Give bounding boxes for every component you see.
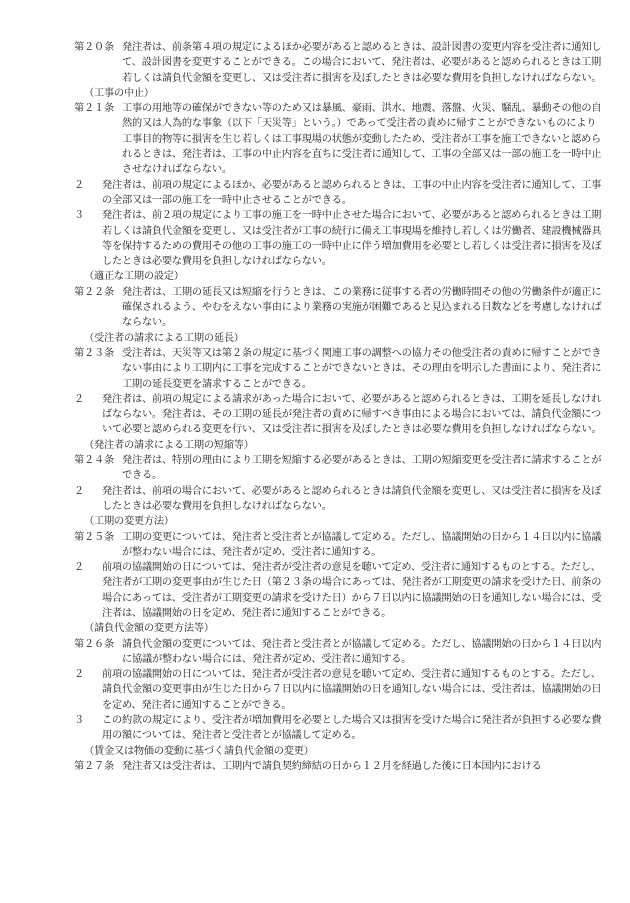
- paragraph-number: ３: [74, 210, 84, 222]
- article-23: [74, 346, 606, 392]
- article-label: 第２１条: [74, 103, 114, 115]
- paragraph-number: ２: [74, 179, 84, 191]
- paragraph-text: 前項の協議開始の日については、発注者が受注者の意見を聴いて定め、受注者に通知するものとする。ただし、請負代金額の変更事由が生じた日から７日以内に協議開始の日を通知しない場合には、受注者は、協議開始の日を定め、発注者に通知することができる。: [102, 669, 602, 711]
- article-text: 工期の変更については、発注者と受注者とが協議して定める。ただし、協議開始の日から１４日以内に協議が整わない場合には、発注者が定め、受注者に通知する。: [122, 531, 602, 558]
- paragraph-text: 前項の協議開始の日については、発注者が受注者の意見を聴いて定め、受注者に通知するものとする。ただし、発注者が工期の変更事由が生じた日（第２３条の場合にあっては、発注者が工期変更の請求を受けた日、前条の場合にあっては、受注者が工期変更の請求を受けた日）から７日以内に協議開始の日を通知しない場合には、受注者は、協議開始の日を定め、発注者に通知することができる。: [102, 562, 602, 619]
- section-heading: （適正な工期の設定）: [84, 271, 184, 283]
- paragraph-text: 発注者は、前項の規定による請求があった場合において、必要があると認められるときは、工期を延長しなければならない。発注者は、その工期の延長が発注者の責めに帰すべき事由による場合においては、請負代金額について必要と認められる変更を行い、又は受注者に損害を及ぼしたときは必要な費用を負担しなければならない。: [102, 393, 602, 436]
- section-heading: （請負代金額の変更方法等）: [84, 623, 214, 635]
- paragraph: [74, 392, 606, 438]
- section-heading: （発注者の請求による工期の短縮等）: [84, 439, 254, 451]
- paragraph: [74, 713, 606, 744]
- paragraph-number: ２: [74, 393, 84, 405]
- paragraph: [74, 484, 606, 515]
- paragraph: [74, 560, 606, 621]
- article-label: 第２５条: [74, 531, 114, 543]
- article-text: 発注者は、特別の理由により工期を短縮する必要があるときは、工期の短縮変更を受注者に請求することができる。: [122, 455, 602, 482]
- paragraph-number: ３: [74, 715, 84, 727]
- section-heading: （賃金又は物価の変動に基づく請負代金額の変更）: [84, 745, 314, 757]
- article-20: [74, 40, 606, 86]
- paragraph-text: 発注者は、前項の規定によるほか、必要があると認められるときは、工事の中止内容を受注者に通知して、工事の全部又は一部の施工を一時中止させることができる。: [102, 179, 602, 206]
- paragraph-text: この約款の規定により、受注者が増加費用を必要とした場合又は損害を受けた場合に発注者が負担する必要な費用の額については、発注者と受注者とが協議して定める。: [102, 715, 602, 742]
- paragraph-number: ２: [74, 562, 84, 574]
- article-text: 請負代金額の変更については、発注者と受注者とが協議して定める。ただし、協議開始の日から１４日以内に協議が整わない場合には、発注者が定め、受注者に通知する。: [122, 638, 602, 665]
- article-25: [74, 530, 606, 561]
- article-26: [74, 637, 606, 668]
- article-label: 第２２条: [74, 286, 114, 298]
- article-21: [74, 101, 606, 177]
- article-label: 第２３条: [74, 347, 114, 359]
- paragraph-text: 発注者は、前２項の規定により工事の施工を一時中止させた場合において、必要があると認められるときは工期若しくは請負代金額を変更し、又は受注者が工事の続行に備え工事現場を維持し若しくは労働者、建設機械器具等を保持するための費用その他の工事の施工の一時中止に伴う増加費用を必要とし若しくは受注者に損害を及ぼしたときは必要な費用を負担しなければならない。: [102, 210, 602, 268]
- article-label: 第２４条: [74, 455, 114, 467]
- paragraph: [74, 667, 606, 713]
- paragraph: [74, 208, 606, 269]
- article-label: 第２６条: [74, 638, 114, 650]
- article-24: [74, 453, 606, 484]
- article-label: 第２７条: [74, 760, 114, 772]
- article-text: 工事の用地等の確保ができない等のため又は暴風、豪雨、洪水、地震、落盤、火災、騒乱、暴動その他の自然的又は人為的な事象（以下「天災等」という。）であって受注者の責めに帰すことができないものにより工事目的物等に損害を生じ若しくは工事現場の状態が変動したため、受注者が工事を施工できないと認められるときは、発注者は、工事の中止内容を直ちに受注者に通知して、工事の全部又は一部の施工を一時中止させなければならない。: [122, 103, 602, 176]
- paragraph: [74, 178, 606, 209]
- article-27: [74, 759, 606, 774]
- section-heading: （工期の変更方法）: [84, 516, 174, 528]
- article-22: [74, 285, 606, 331]
- article-text: 発注者又は受注者は、工期内で請負契約締結の日から１２月を経過した後に日本国内における: [122, 760, 542, 772]
- section-heading: （工事の中止）: [84, 87, 154, 99]
- article-text: 発注者は、工期の延長又は短縮を行うときは、この業務に従事する者の労働時間その他の労働条件が適正に確保されるよう、やむをえない事由により業務の実施が困難であると見込まれる日数などを考慮しなければならない。: [122, 286, 602, 329]
- article-text: 受注者は、天災等又は第２条の規定に基づく関連工事の調整への協力その他受注者の責めに帰すことができない事由により工期内に工事を完成することができないときは、その理由を明示した書面により、発注者に工期の延長変更を請求することができる。: [122, 347, 602, 390]
- article-label: 第２０条: [74, 42, 114, 53]
- paragraph-text: 発注者は、前項の場合において、必要があると認められるときは請負代金額を変更し、又は受注者に損害を及ぼしたときは必要な費用を負担しなければならない。: [102, 485, 602, 512]
- section-heading: （受注者の請求による工期の延長）: [84, 332, 244, 344]
- article-text: 発注者は、前条第４項の規定によるほか必要があると認めるときは、設計図書の変更内容を受注者に通知して、設計図書を変更することができる。この場合において、発注者は、必要があると認められるときは工期若しくは請負代金額を変更し、又は受注者に損害を及ぼしたときは必要な費用を負担しなければならない。: [122, 42, 602, 84]
- paragraph-number: ２: [74, 669, 84, 681]
- paragraph-number: ２: [74, 485, 84, 497]
